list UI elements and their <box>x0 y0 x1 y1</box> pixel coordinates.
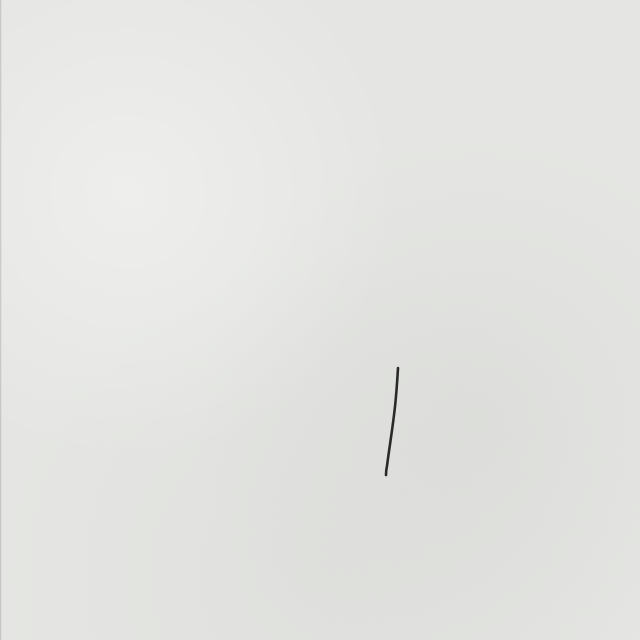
pen-stroke-icon <box>386 368 398 475</box>
